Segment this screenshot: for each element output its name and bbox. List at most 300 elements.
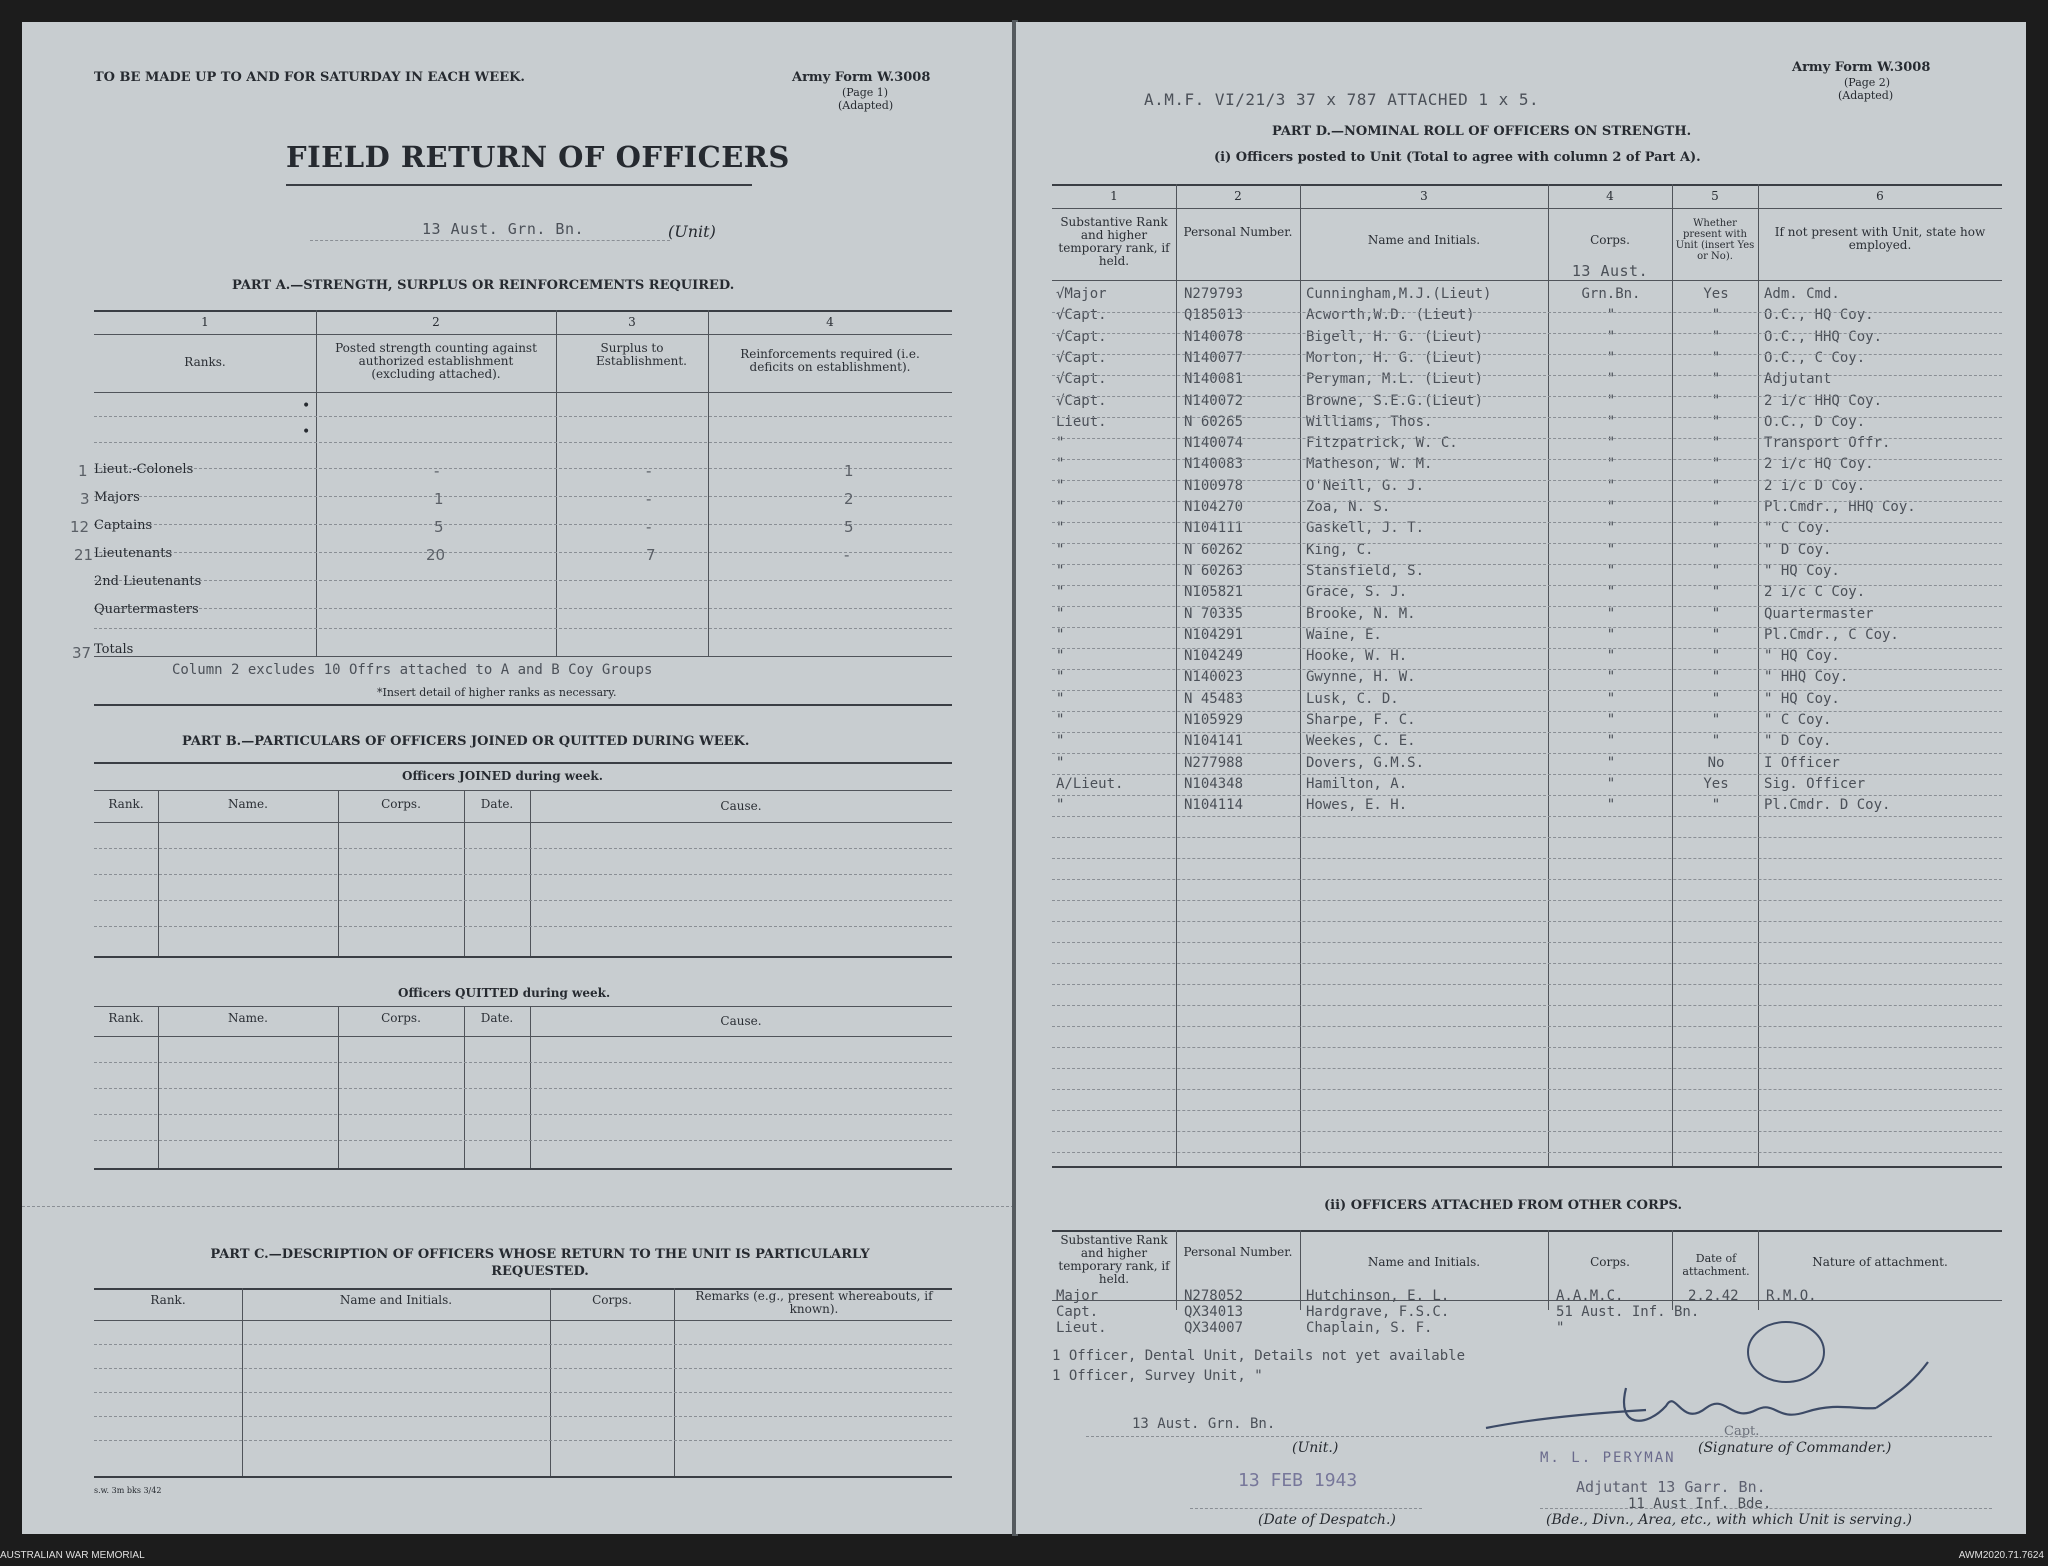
ruling-line (1052, 942, 2002, 943)
attached-note: 1 Officer, Dental Unit, Details not yet available (1052, 1348, 1466, 1364)
ruling-line (1052, 858, 2002, 859)
ruling-line (1052, 606, 2002, 607)
roll-rank: " (1056, 541, 1065, 558)
posted-value: 1 (434, 490, 444, 508)
roll-employed: " D Coy. (1764, 733, 1832, 750)
signature-title: Capt. (1724, 1424, 1760, 1439)
att-header-rank: Substantive Rank and higher temporary rank, if held. (1058, 1233, 1170, 1286)
part-c-heading-line2: REQUESTED. (491, 1264, 589, 1279)
roll-number: N100978 (1184, 477, 1244, 494)
col-header-number: Personal Number. (1183, 225, 1293, 239)
form-id: Army Form W.3008 (792, 70, 931, 85)
ruling-line (1052, 774, 2002, 775)
roll-number: N 60265 (1184, 413, 1244, 430)
roll-employed: 2 i/c HHQ Coy. (1764, 392, 1883, 409)
roll-corps: Grn.Bn. (1581, 286, 1641, 302)
roll-rank: " (1056, 562, 1065, 579)
roll-employed: " HQ Coy. (1764, 648, 1840, 665)
unit-label: (Unit.) (1292, 1440, 1339, 1456)
roll-rank: " (1056, 456, 1065, 473)
roll-rank: √Capt. (1056, 349, 1107, 366)
roll-employed: Pl.Cmdr. D Coy. (1764, 797, 1891, 814)
reinf-value: 2 (844, 490, 854, 508)
roll-employed: " HHQ Coy. (1764, 669, 1849, 686)
col-header-corps: Corps. (1590, 233, 1630, 247)
rank-prefix: 1 (78, 462, 88, 480)
posted-value: - (434, 462, 440, 480)
roll-employed: Sig. Officer (1764, 775, 1866, 792)
roll-employed: Adjutant (1764, 371, 1832, 388)
bde-typed: 11 Aust Inf. Bde. (1628, 1496, 1772, 1512)
ruling-line (1052, 1110, 2002, 1111)
roll-rank: " (1056, 648, 1065, 665)
roll-present: " (1711, 413, 1721, 430)
caption-left: AUSTRALIAN WAR MEMORIAL (0, 1550, 145, 1561)
ruling-line (1052, 753, 2002, 754)
roll-name: Weekes, C. E. (1306, 733, 1416, 750)
unit-line (310, 240, 670, 241)
attached-date: 2.2.42 (1688, 1288, 1739, 1304)
roll-employed: 2 i/c HQ Coy. (1764, 456, 1874, 473)
roll-name: Grace, S. J. (1306, 584, 1408, 601)
roll-present: No (1707, 754, 1725, 771)
ruling-line (1052, 1131, 2002, 1132)
col-rank: Rank. (108, 1011, 144, 1025)
rank-prefix: 12 (70, 518, 90, 536)
roll-rank: " (1056, 435, 1065, 452)
roll-name: Stansfield, S. (1306, 562, 1425, 579)
roll-corps: " (1606, 775, 1616, 792)
roll-employed: Quartermaster (1764, 605, 1874, 622)
roll-name: O'Neill, G. J. (1306, 477, 1425, 494)
attached-nature: R.M.O. (1766, 1288, 1817, 1304)
date-stamp: 13 FEB 1943 (1238, 1470, 1358, 1491)
roll-number: N104291 (1184, 626, 1244, 643)
col-rank: Rank. (108, 797, 144, 811)
form-page: (Page 1) (842, 86, 889, 99)
roll-corps: " (1606, 349, 1616, 366)
col-num-2: 2 (1234, 189, 1242, 203)
attached-name: Hardgrave, F.S.C. (1306, 1304, 1450, 1320)
roll-employed: " D Coy. (1764, 541, 1832, 558)
roll-number: N104141 (1184, 733, 1244, 750)
ruling-line (1052, 795, 2002, 796)
col-num-1: 1 (201, 315, 209, 329)
part-c-heading-line1: PART C.—DESCRIPTION OF OFFICERS WHOSE RETURN TO THE UNIT IS PARTICULARLY (210, 1247, 870, 1262)
col-name-initials: Name and Initials. (339, 1293, 453, 1307)
roll-present: " (1711, 392, 1721, 409)
col-name: Name. (228, 797, 268, 811)
roll-rank: " (1056, 690, 1065, 707)
attached-name: Hutchinson, E. L. (1306, 1288, 1450, 1304)
roll-present: " (1711, 456, 1721, 473)
roll-number: N140078 (1184, 328, 1244, 345)
roll-present: " (1711, 584, 1721, 601)
roll-present: " (1711, 477, 1721, 494)
roll-rank: " (1056, 499, 1065, 515)
part-d-heading: PART D.—NOMINAL ROLL OF OFFICERS ON STRENGTH. (1272, 124, 1692, 139)
despatch-label: (Date of Despatch.) (1258, 1512, 1396, 1528)
col-num-3: 3 (628, 315, 636, 329)
col-cause: Cause. (720, 1014, 762, 1028)
ruling-line (1052, 333, 2002, 334)
attached-corps: A.A.M.C. (1556, 1288, 1624, 1304)
col-cause: Cause. (720, 799, 762, 813)
col-header-reinforcements: Reinforcements required (i.e. deficits on establishment). (740, 347, 920, 374)
roll-number: N 70335 (1184, 605, 1244, 622)
roll-present: " (1711, 328, 1721, 345)
roll-name: Hooke, W. H. (1306, 648, 1408, 665)
ruling-line (1052, 900, 2002, 901)
roll-corps: " (1606, 541, 1616, 558)
unit-typed: 13 Aust. Grn. Bn. (1132, 1416, 1276, 1432)
col-date: Date. (480, 1011, 514, 1025)
part-b-heading: PART B.—PARTICULARS OF OFFICERS JOINED OR QUITTED DURING WEEK. (182, 734, 750, 749)
ruling-line (1052, 963, 2002, 964)
asterisk: • (302, 424, 311, 440)
roll-corps: " (1606, 413, 1616, 430)
roll-name: Brooke, N. M. (1306, 605, 1416, 622)
roll-employed: Pl.Cmdr., C Coy. (1764, 626, 1899, 643)
part-a-top-rule (94, 310, 952, 312)
roll-corps: " (1606, 648, 1616, 665)
roll-rank: A/Lieut. (1056, 775, 1124, 792)
col-header-surplus: Surplus to Establishment. (596, 341, 687, 368)
roll-number: N105821 (1184, 584, 1244, 601)
col-header-employed: If not present with Unit, state how employed. (1774, 225, 1986, 252)
quitted-heading: Officers QUITTED during week. (398, 986, 611, 1000)
roll-present: " (1711, 797, 1721, 814)
rank-label: Captains (94, 518, 153, 533)
roll-present: " (1711, 435, 1721, 452)
roll-present: " (1711, 669, 1721, 686)
att-header-nature: Nature of attachment. (1812, 1255, 1948, 1269)
roll-corps: " (1606, 626, 1616, 643)
ruling-line (1052, 1089, 2002, 1090)
reinf-value: 5 (844, 518, 854, 536)
roll-employed: O.C., HHQ Coy. (1764, 328, 1883, 345)
attached-rank: Lieut. (1056, 1320, 1107, 1336)
asterisk: • (302, 398, 311, 414)
ruling-line (1052, 690, 2002, 691)
roll-name: Acworth,W.D. (Lieut) (1306, 307, 1475, 324)
roll-rank: " (1056, 797, 1065, 814)
roll-present: " (1711, 562, 1721, 579)
rank-prefix: 3 (80, 490, 90, 508)
rank-label: 2nd Lieutenants (94, 574, 202, 589)
col-num-1: 1 (1110, 189, 1118, 203)
roll-present: " (1711, 626, 1721, 643)
roll-name: Browne, S.E.G.(Lieut) (1306, 392, 1484, 409)
left-page (22, 22, 1014, 1534)
surplus-value: - (646, 490, 652, 508)
roll-corps: " (1606, 307, 1616, 324)
roll-employed: " C Coy. (1764, 520, 1832, 537)
roll-corps: " (1606, 669, 1616, 686)
col-corps: Corps. (381, 1011, 421, 1025)
ruling-line (1052, 1068, 2002, 1069)
column-note: Column 2 excludes 10 Offrs attached to A and B Coy Groups (172, 662, 653, 678)
roll-corps: " (1606, 520, 1616, 537)
col-num-6: 6 (1876, 189, 1884, 203)
ruling-line (1052, 648, 2002, 649)
ruling-line (1052, 585, 2002, 586)
roll-name: Fitzpatrick, W. C. (1306, 435, 1458, 452)
unit-label: (Unit) (668, 222, 716, 241)
att-header-corps: Corps. (1590, 1255, 1630, 1269)
totals-label: Totals (94, 642, 134, 657)
ruling-line (1052, 354, 2002, 355)
attached-note: 1 Officer, Survey Unit, " (1052, 1368, 1263, 1384)
col-num-5: 5 (1711, 189, 1719, 203)
roll-rank: " (1056, 754, 1065, 771)
form-page: (Page 2) (1844, 76, 1891, 89)
roll-name: Gaskell, J. T. (1306, 520, 1425, 537)
roll-employed: O.C., C Coy. (1764, 349, 1866, 366)
col-remarks: Remarks (e.g., present whereabouts, if known). (695, 1289, 933, 1316)
roll-employed: O.C., HQ Coy. (1764, 307, 1874, 324)
roll-rank: " (1056, 712, 1065, 728)
col-date: Date. (480, 797, 514, 811)
roll-present: " (1711, 605, 1721, 622)
rank-label: Majors (94, 490, 140, 505)
roll-corps: " (1606, 562, 1616, 579)
roll-rank: " (1056, 584, 1065, 601)
ruling-line (1052, 438, 2002, 439)
roll-present: " (1711, 349, 1721, 366)
ruling-line (1052, 921, 2002, 922)
form-adapted: (Adapted) (1838, 89, 1894, 102)
roll-present: " (1711, 499, 1721, 515)
attached-number: QX34007 (1184, 1320, 1244, 1336)
roll-rank: " (1056, 626, 1065, 643)
roll-rank: √Capt. (1056, 307, 1107, 324)
roll-present: " (1711, 307, 1721, 324)
roll-number: Q185013 (1184, 307, 1244, 324)
roll-name: Lusk, C. D. (1306, 690, 1399, 707)
roll-corps: " (1606, 605, 1616, 622)
roll-rank: √Capt. (1056, 328, 1107, 345)
ruling-line (1052, 1005, 2002, 1006)
right-page (1016, 22, 2026, 1534)
ruling-line (1052, 375, 2002, 376)
roll-name: Cunningham,M.J.(Lieut) (1306, 286, 1492, 302)
ruling-line (1052, 816, 2002, 817)
roll-corps: " (1606, 371, 1616, 388)
roll-number: N140072 (1184, 392, 1244, 409)
form-adapted: (Adapted) (838, 99, 894, 112)
surplus-value: - (646, 462, 652, 480)
roll-number: N 60263 (1184, 562, 1244, 579)
col-header-present: Whether present with Unit (insert Yes or No). (1675, 218, 1755, 262)
roll-employed: " C Coy. (1764, 712, 1832, 728)
att-header-date: Date of attachment. (1682, 1252, 1750, 1278)
attached-rank: Major (1056, 1288, 1099, 1304)
section-ii-heading: (ii) OFFICERS ATTACHED FROM OTHER CORPS. (1324, 1198, 1683, 1213)
roll-number: N279793 (1184, 286, 1244, 302)
roll-corps: " (1606, 477, 1616, 494)
col-name: Name. (228, 1011, 268, 1025)
roll-name: Howes, E. H. (1306, 797, 1408, 814)
ruling-line (1052, 312, 2002, 313)
roll-employed: I Officer (1764, 754, 1840, 771)
roll-corps: " (1606, 584, 1616, 601)
roll-present: " (1711, 733, 1721, 750)
ruling-line (1052, 564, 2002, 565)
rank-label: Lieut.-Colonels (94, 462, 194, 477)
attached-name: Chaplain, S. F. (1306, 1320, 1433, 1336)
roll-name: Bigell, H. G. (Lieut) (1306, 328, 1484, 345)
roll-present: " (1711, 690, 1721, 707)
col-header-rank: Substantive Rank and higher temporary rank, if held. (1058, 215, 1170, 268)
roll-corps: " (1606, 690, 1616, 707)
ruling-line (1052, 543, 2002, 544)
roll-number: N 45483 (1184, 690, 1244, 707)
roll-name: Dovers, G.M.S. (1306, 754, 1425, 771)
ruling-line (1052, 669, 2002, 670)
roll-name: Peryman, M.L. (Lieut) (1306, 371, 1484, 388)
roll-number: N104249 (1184, 648, 1244, 665)
ruling-line (1052, 879, 2002, 880)
roll-name: King, C. (1306, 541, 1374, 558)
roll-corps: " (1606, 499, 1616, 515)
attached-corps: " (1556, 1320, 1565, 1336)
top-note: TO BE MADE UP TO AND FOR SATURDAY IN EACH WEEK. (94, 70, 525, 85)
ruling-line (1052, 1152, 2002, 1153)
roll-present: " (1711, 648, 1721, 665)
roll-name: Gwynne, H. W. (1306, 669, 1416, 686)
roll-rank: " (1056, 520, 1065, 537)
roll-employed: " HQ Coy. (1764, 562, 1840, 579)
corps-note: 13 Aust. (1571, 262, 1649, 280)
roll-rank: √Capt. (1056, 392, 1107, 409)
roll-corps: " (1606, 797, 1616, 814)
roll-employed: " HQ Coy. (1764, 690, 1840, 707)
col-header-ranks: Ranks. (184, 355, 226, 369)
roll-employed: Pl.Cmdr., HHQ Coy. (1764, 499, 1916, 515)
roll-rank: Lieut. (1056, 413, 1107, 430)
col-corps: Corps. (592, 1293, 632, 1307)
attached-rank: Capt. (1056, 1304, 1099, 1320)
attached-number: N278052 (1184, 1288, 1244, 1304)
commander-signature (1476, 1318, 1956, 1448)
roll-employed: 2 i/c C Coy. (1764, 584, 1866, 601)
caption-right: AWM2020.71.7624 (1958, 1550, 2044, 1561)
ruling-line (1052, 837, 2002, 838)
roll-rank: " (1056, 477, 1065, 494)
joined-heading: Officers JOINED during week. (402, 769, 603, 783)
roll-number: N 60262 (1184, 541, 1244, 558)
roll-number: N104111 (1184, 520, 1244, 537)
roll-number: N105929 (1184, 712, 1244, 728)
attached-corps: 51 Aust. Inf. Bn. (1556, 1304, 1700, 1320)
col-num-4: 4 (1606, 189, 1614, 203)
roll-present: Yes (1703, 286, 1729, 302)
ruling-line (1052, 732, 2002, 733)
roll-number: N104270 (1184, 499, 1244, 515)
ruling-line (1052, 984, 2002, 985)
rank-label: Lieutenants (94, 546, 173, 561)
roll-employed: Transport Offr. (1764, 435, 1891, 452)
roll-rank: " (1056, 669, 1065, 686)
roll-number: N104114 (1184, 797, 1244, 814)
part-c-heading (130, 1246, 950, 1280)
col-corps: Corps. (381, 797, 421, 811)
roll-number: N104348 (1184, 775, 1244, 792)
roll-present: Yes (1703, 775, 1729, 792)
roll-present: " (1711, 712, 1721, 728)
roll-rank: " (1056, 733, 1065, 750)
ruling-line (1052, 396, 2002, 397)
att-header-name: Name and Initials. (1367, 1255, 1481, 1269)
ruling-line (1052, 417, 2002, 418)
part-a-heading: PART A.—STRENGTH, SURPLUS OR REINFORCEMENTS REQUIRED. (232, 278, 735, 293)
reinf-value: 1 (844, 462, 854, 480)
roll-rank: √Major (1056, 286, 1107, 302)
posted-value: 5 (434, 518, 444, 536)
roll-name: Williams, Thos. (1306, 413, 1433, 430)
roll-present: " (1711, 520, 1721, 537)
surplus-value: 7 (646, 546, 656, 564)
printer-mark: s.w. 3m bks 3/42 (94, 1486, 162, 1495)
att-header-number: Personal Number. (1183, 1245, 1293, 1259)
roll-number: N140083 (1184, 456, 1244, 473)
roll-employed: O.C., D Coy. (1764, 413, 1866, 430)
ruling-line (1052, 1026, 2002, 1027)
col-num-4: 4 (826, 315, 834, 329)
roll-name: Hamilton, A. (1306, 775, 1408, 792)
col-num-3: 3 (1420, 189, 1428, 203)
roll-corps: " (1606, 392, 1616, 409)
roll-corps: " (1606, 456, 1616, 473)
unit-typed: 13 Aust. Grn. Bn. (422, 220, 585, 238)
bde-label: (Bde., Divn., Area, etc., with which Unit is serving.) (1546, 1512, 1913, 1528)
ruling-line (1052, 1047, 2002, 1048)
stamp-role: Adjutant 13 Garr. Bn. (1576, 1478, 1766, 1496)
roll-name: Sharpe, F. C. (1306, 712, 1416, 728)
ruling-line (1052, 480, 2002, 481)
roll-number: N140081 (1184, 371, 1244, 388)
roll-name: Matheson, W. M. (1306, 456, 1433, 473)
roll-name: Waine, E. (1306, 626, 1382, 643)
roll-employed: Adm. Cmd. (1764, 286, 1840, 302)
roll-corps: " (1606, 754, 1616, 771)
rank-prefix: 21 (74, 546, 94, 564)
ruling-line (1052, 522, 2002, 523)
col-rank: Rank. (150, 1293, 186, 1307)
roll-rank: " (1056, 605, 1065, 622)
roll-present: " (1711, 541, 1721, 558)
roll-corps: " (1606, 435, 1616, 452)
col-num-2: 2 (432, 315, 440, 329)
title-underline (286, 184, 752, 186)
roll-rank: √Capt. (1056, 371, 1107, 388)
roll-employed: 2 i/c D Coy. (1764, 477, 1866, 494)
roll-present: " (1711, 371, 1721, 388)
ruling-line (1052, 501, 2002, 502)
roll-corps: " (1606, 712, 1616, 728)
ruling-line (1052, 459, 2002, 460)
roll-name: Zoa, N. S. (1306, 499, 1391, 515)
totals-prefix: 37 (72, 644, 92, 662)
signature-label: (Signature of Commander.) (1698, 1440, 1892, 1456)
roll-corps: " (1606, 733, 1616, 750)
footnote: *Insert detail of higher ranks as necessary. (377, 686, 617, 699)
col-header-name: Name and Initials. (1367, 233, 1481, 247)
roll-name: Morton, H. G. (Lieut) (1306, 349, 1484, 366)
ruling-line (1052, 711, 2002, 712)
roll-number: N140074 (1184, 435, 1244, 452)
